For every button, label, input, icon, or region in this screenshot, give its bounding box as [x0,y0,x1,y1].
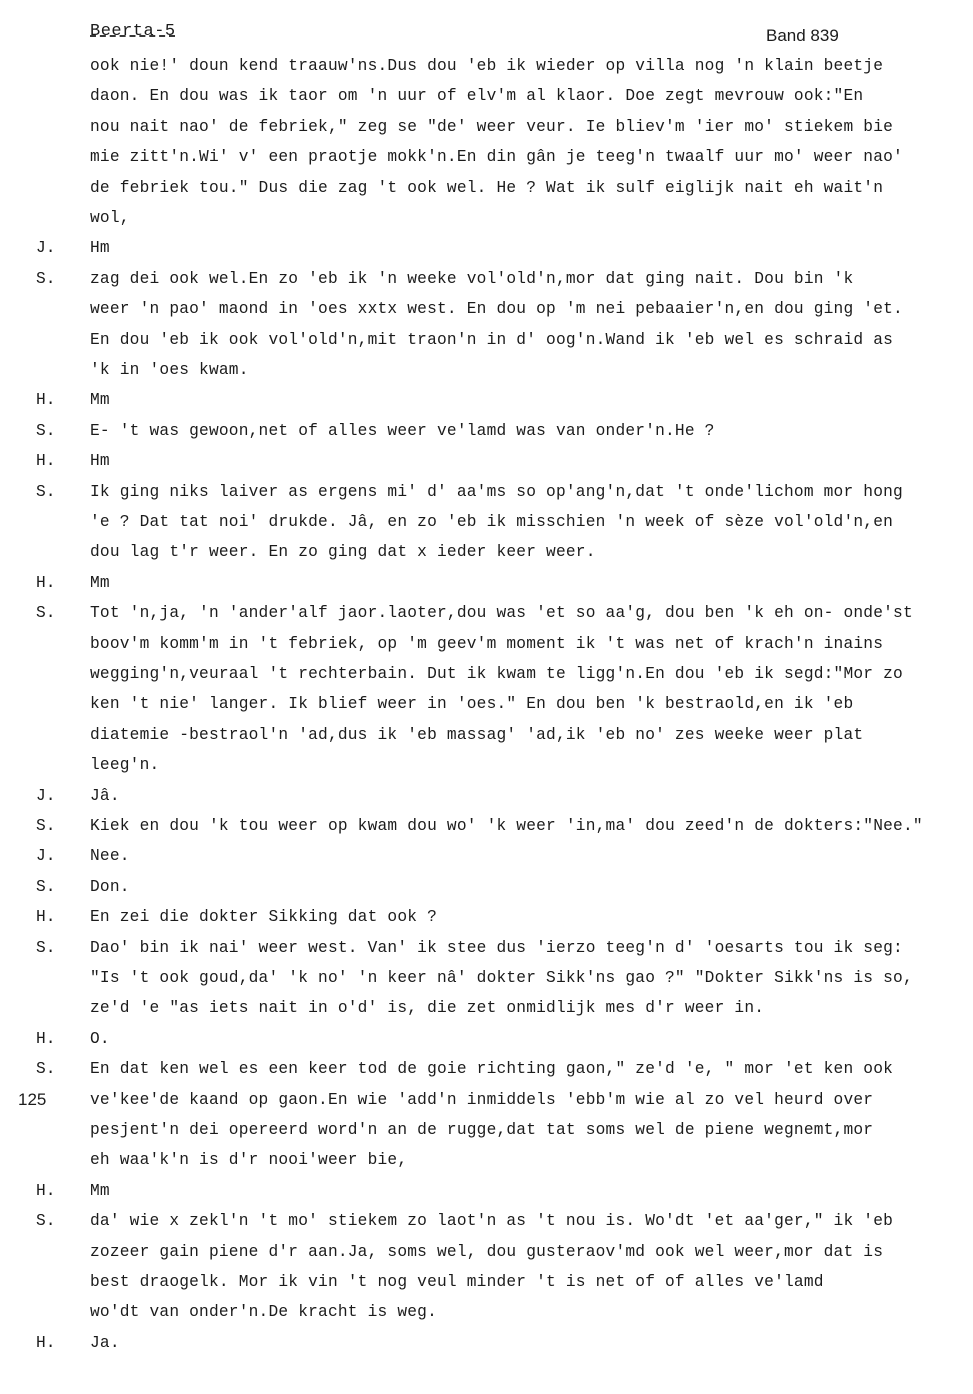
transcript-line: zag dei ook wel.En zo 'eb ik 'n weeke vol'old'n,mor dat ging nait. Dou bin 'k [90,269,854,288]
transcript-line: eh waa'k'n is d'r nooi'weer bie, [90,1151,408,1170]
transcript-line: Hm [90,452,110,471]
transcript-line: da' wie x zekl'n 't mo' stiekem zo laot'n as 't nou is. Wo'dt 'et aa'ger," ik 'eb [90,1212,894,1231]
speaker-label: H. [36,1181,56,1200]
transcript-line: de febriek tou." Dus die zag 't ook wel. He ? Wat ik sulf eiglijk nait eh wait'n [90,178,884,197]
speaker-label: J. [36,239,56,258]
transcript-line: ve'kee'de kaand op gaon.En wie 'add'n inmiddels 'ebb'm wie al zo vel heurd over [90,1090,874,1109]
transcript-line: weer 'n pao' maond in 'oes xxtx west. En dou op 'm nei pebaaier'n,en dou ging 'et. [90,300,903,319]
speaker-label: H. [36,391,56,410]
transcript-line: E- 't was gewoon,net of alles weer ve'lamd was van onder'n.He ? [90,421,715,440]
transcript-line: Tot 'n,ja, 'n 'ander'alf jaor.laoter,dou was 'et so aa'g, dou ben 'k eh on- onde'st [90,604,913,623]
speaker-label: S. [36,604,56,623]
transcript-line: Ja. [90,1333,120,1352]
transcript-line: ze'd 'e "as iets nait in o'd' is, die zet onmidlijk mes d'r weer in. [90,999,765,1018]
transcript-line: Hm [90,239,110,258]
transcript-line: Ik ging niks laiver as ergens mi' d' aa'ms so op'ang'n,dat 't onde'lichom mor hong [90,482,903,501]
speaker-label: S. [36,1060,56,1079]
transcript-line: Dao' bin ik nai' weer west. Van' ik stee dus 'ierzo teeg'n d' 'oesarts tou ik seg: [90,938,903,957]
transcript-line: leeg'n. [90,756,160,775]
transcript-line: 'e ? Dat tat noi' drukde. Jâ, en zo 'eb ik misschien 'n week of sèze vol'old'n,en [90,513,894,531]
transcript-line: diatemie -bestraol'n 'ad,dus ik 'eb massag' 'ad,ik 'eb no' zes weeke weer plat [90,725,864,744]
transcript-line: ken 't nie' langer. Ik blief weer in 'oes." En dou ben 'k bestraold,en ik 'eb [90,695,854,714]
speaker-label: H. [36,1029,56,1048]
transcript-line: nou nait nao' de febriek," zeg se "de' weer veur. Ie bliev'm 'ier mo' stiekem bie [90,117,894,136]
transcript-line: Mm [90,573,110,592]
speaker-label: S. [36,421,56,440]
speaker-label: S. [36,482,56,501]
line-number-marker: 125 [18,1089,47,1109]
transcript-line: boov'm komm'm in 't febriek, op 'm geev'm moment ik 't was net of krach'n inains [90,634,884,653]
speaker-label: J. [36,847,56,866]
transcript-line: 'k in 'oes kwam. [90,361,249,379]
transcript-line: En dat ken wel es een keer tod de goie richting gaon," ze'd 'e, " mor 'et ken ook [90,1060,894,1079]
transcript-line: O. [90,1029,110,1048]
transcript-line: wo'dt van onder'n.De kracht is weg. [90,1303,437,1322]
speaker-label: S. [36,269,56,288]
band-number: Band 839 [766,26,839,45]
transcript-line: Don. [90,877,130,896]
transcript-line: dou lag t'r weer. En zo ging dat x ieder keer weer. [90,543,596,562]
transcript-line: Mm [90,391,110,410]
transcript-line: ook nie!' doun kend traauw'ns.Dus dou 'eb ik wieder op villa nog 'n klain beetje [90,57,884,75]
speaker-label: H. [36,908,56,927]
transcript-line: wol, [90,209,130,227]
speaker-label: H. [36,1333,56,1352]
transcript-line: Mm [90,1181,110,1200]
transcript-line: En zei die dokter Sikking dat ook ? [90,908,437,927]
speaker-label: S. [36,1212,56,1231]
transcript-line: Kiek en dou 'k tou weer op kwam dou wo' 'k weer 'in,ma' dou zeed'n de dokters:"Nee." [90,817,923,835]
speaker-label: H. [36,452,56,471]
transcript-line: "Is 't ook goud,da' 'k no' 'n keer nâ' dokter Sikk'ns gao ?" "Dokter Sikk'ns is so, [90,969,913,987]
transcript-line: En dou 'eb ik ook vol'old'n,mit traon'n in d' oog'n.Wand ik 'eb wel es schraid as [90,330,894,349]
transcript-line: Jâ. [90,786,120,805]
speaker-label: S. [36,817,56,835]
transcript-line: mie zitt'n.Wi' v' een praotje mokk'n.En din gân je teeg'n twaalf uur mo' weer nao' [90,148,903,167]
transcript-line: wegging'n,veuraal 't rechterbain. Dut ik kwam te ligg'n.En dou 'eb ik segd:"Mor zo [90,665,903,683]
speaker-label: H. [36,573,56,592]
transcript-line: Nee. [90,847,130,866]
transcript-line: pesjent'n dei opereerd word'n an de rugge,dat tat soms wel de piene wegnemt,mor [90,1121,874,1139]
document-id: Beerta-5 [90,22,176,41]
speaker-label: S. [36,877,56,896]
transcript-line: daon. En dou was ik taor om 'n uur of elv'm al klaor. Doe zegt mevrouw ook:"En [90,87,864,106]
transcript-line: best draogelk. Mor ik vin 't nog veul minder 't is net of of alles ve'lamd [90,1273,824,1291]
speaker-label: S. [36,938,56,957]
speaker-label: J. [36,786,56,805]
transcript-line: zozeer gain piene d'r aan.Ja, soms wel, dou gusteraov'md ook wel weer,mor dat is [90,1242,884,1261]
